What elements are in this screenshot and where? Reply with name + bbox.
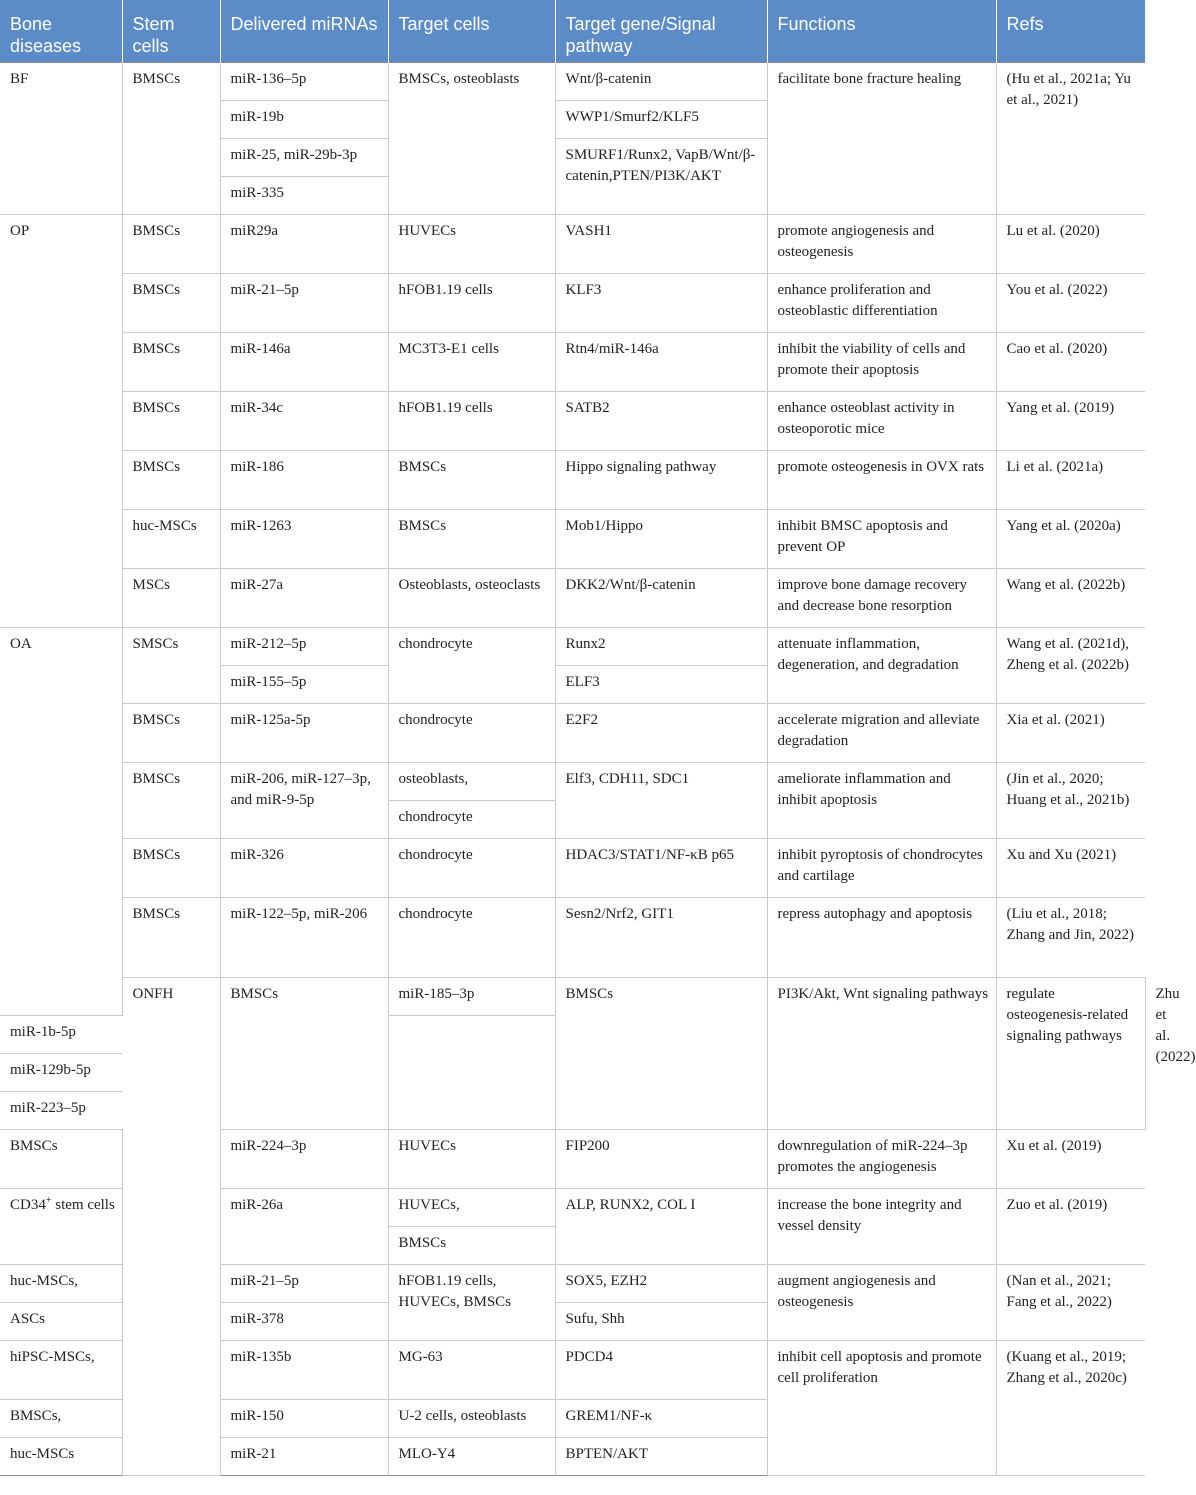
target-cells-cell: MLO-Y4 bbox=[388, 1438, 555, 1476]
stem-cell-cell: huc-MSCs bbox=[122, 510, 220, 569]
target-cells-cell: chondrocyte bbox=[388, 898, 555, 978]
target-gene-cell: SMURF1/Runx2, VapB/Wnt/β-catenin,PTEN/PI3K/AKT bbox=[555, 139, 767, 215]
target-gene-cell: Mob1/Hippo bbox=[555, 510, 767, 569]
function-cell: accelerate migration and alleviate degradation bbox=[767, 704, 996, 763]
header-bone-diseases: Bone diseases bbox=[0, 0, 122, 63]
target-cells-cell: BMSCs bbox=[388, 510, 555, 569]
stem-cell-cell: hiPSC-MSCs, bbox=[0, 1341, 122, 1400]
header-delivered-mirnas: Delivered miRNAs bbox=[220, 0, 388, 63]
target-cells-cell: osteoblasts, bbox=[388, 763, 555, 801]
mirna-cell: miR-25, miR-29b-3p bbox=[220, 139, 388, 177]
target-gene-cell: Rtn4/miR-146a bbox=[555, 333, 767, 392]
superscript-plus: + bbox=[45, 1195, 52, 1206]
refs-cell: Yang et al. (2019) bbox=[996, 392, 1145, 451]
refs-cell: Xu et al. (2019) bbox=[996, 1130, 1145, 1189]
mirna-cell: miR-326 bbox=[220, 839, 388, 898]
target-gene-cell: ELF3 bbox=[555, 666, 767, 704]
stem-cell-text: CD34 bbox=[10, 1197, 46, 1213]
mirna-cell: miR-26a bbox=[220, 1189, 388, 1265]
table-row bbox=[0, 451, 1145, 510]
target-gene-cell: Runx2 bbox=[555, 628, 767, 666]
refs-cell: You et al. (2022) bbox=[996, 274, 1145, 333]
header-target-gene: Target gene/Signal pathway bbox=[555, 0, 767, 63]
function-cell: downregulation of miR-224–3p promotes the angiogenesis bbox=[767, 1130, 996, 1189]
function-cell: promote osteogenesis in OVX rats bbox=[767, 451, 996, 510]
mirna-cell: miR-27a bbox=[220, 569, 388, 628]
table-row bbox=[0, 63, 1145, 101]
target-gene-cell: SATB2 bbox=[555, 392, 767, 451]
refs-cell: Wang et al. (2022b) bbox=[996, 569, 1145, 628]
table-row bbox=[0, 333, 1145, 392]
target-cells-cell: chondrocyte bbox=[388, 628, 555, 704]
mirna-cell: miR-150 bbox=[220, 1400, 388, 1438]
mirna-cell: miR29a bbox=[220, 215, 388, 274]
mirna-cell: miR-186 bbox=[220, 451, 388, 510]
target-cells-cell: hFOB1.19 cells bbox=[388, 274, 555, 333]
target-cells-cell: HUVECs bbox=[388, 215, 555, 274]
stem-cell-cell: huc-MSCs, bbox=[0, 1265, 122, 1303]
target-gene-cell: Wnt/β-catenin bbox=[555, 63, 767, 101]
function-cell: attenuate inflammation, degeneration, and degradation bbox=[767, 628, 996, 704]
target-cells-cell: BMSCs bbox=[555, 978, 767, 1130]
mirna-cell: miR-206, miR-127–3p, and miR-9-5p bbox=[220, 763, 388, 839]
refs-cell: Cao et al. (2020) bbox=[996, 333, 1145, 392]
mirna-cell: miR-129b-5p bbox=[0, 1054, 122, 1092]
stem-cell-cell: BMSCs bbox=[122, 215, 220, 274]
target-cells-cell: MC3T3-E1 cells bbox=[388, 333, 555, 392]
target-cells-cell: MG-63 bbox=[388, 1341, 555, 1400]
stem-cell-cell: BMSCs bbox=[122, 451, 220, 510]
table-row bbox=[0, 392, 1145, 451]
table-header-row bbox=[0, 0, 1145, 63]
disease-cell: OP bbox=[0, 215, 122, 628]
refs-cell: (Liu et al., 2018; Zhang and Jin, 2022) bbox=[996, 898, 1145, 978]
function-cell: ameliorate inflammation and inhibit apoptosis bbox=[767, 763, 996, 839]
function-cell: enhance proliferation and osteoblastic differentiation bbox=[767, 274, 996, 333]
target-gene-cell: KLF3 bbox=[555, 274, 767, 333]
stem-cell-text-rest: stem cells bbox=[51, 1197, 115, 1213]
target-gene-cell: SOX5, EZH2 bbox=[555, 1265, 767, 1303]
target-cells-cell: Osteoblasts, osteoclasts bbox=[388, 569, 555, 628]
mirna-cell: miR-212–5p bbox=[220, 628, 388, 666]
target-gene-cell: Elf3, CDH11, SDC1 bbox=[555, 763, 767, 839]
mirna-cell: miR-21 bbox=[220, 1438, 388, 1476]
refs-cell: Xu and Xu (2021) bbox=[996, 839, 1145, 898]
refs-cell: (Kuang et al., 2019; Zhang et al., 2020c) bbox=[996, 1341, 1145, 1476]
mirna-cell: miR-125a-5p bbox=[220, 704, 388, 763]
target-gene-cell: VASH1 bbox=[555, 215, 767, 274]
stem-cell-cell: BMSCs bbox=[122, 274, 220, 333]
refs-cell: Li et al. (2021a) bbox=[996, 451, 1145, 510]
table-row bbox=[0, 763, 1145, 801]
target-cells-cell: HUVECs bbox=[388, 1130, 555, 1189]
target-cells-cell: chondrocyte bbox=[388, 839, 555, 898]
target-cells-cell: BMSCs bbox=[388, 1227, 555, 1265]
stem-cell-cell: BMSCs bbox=[0, 1130, 122, 1189]
target-gene-cell: E2F2 bbox=[555, 704, 767, 763]
mirna-cell: miR-224–3p bbox=[220, 1130, 388, 1189]
target-cells-cell: BMSCs bbox=[388, 451, 555, 510]
refs-cell: Zuo et al. (2019) bbox=[996, 1189, 1145, 1265]
stem-cell-cell: BMSCs, bbox=[0, 1400, 122, 1438]
target-gene-cell: Sufu, Shh bbox=[555, 1303, 767, 1341]
mirna-cell: miR-1b-5p bbox=[0, 1016, 122, 1054]
function-cell: increase the bone integrity and vessel density bbox=[767, 1189, 996, 1265]
refs-cell: (Hu et al., 2021a; Yu et al., 2021) bbox=[996, 63, 1145, 215]
function-cell: promote angiogenesis and osteogenesis bbox=[767, 215, 996, 274]
stem-cell-cell: BMSCs bbox=[220, 978, 388, 1130]
target-gene-cell: GREM1/NF-κ bbox=[555, 1400, 767, 1438]
stem-cell-cell: BMSCs bbox=[122, 839, 220, 898]
target-gene-cell: BPTEN/AKT bbox=[555, 1438, 767, 1476]
refs-cell: Xia et al. (2021) bbox=[996, 704, 1145, 763]
target-gene-cell: FIP200 bbox=[555, 1130, 767, 1189]
function-cell: inhibit BMSC apoptosis and prevent OP bbox=[767, 510, 996, 569]
stem-cell-cell: BMSCs bbox=[122, 898, 220, 978]
stem-cell-cell: BMSCs bbox=[122, 704, 220, 763]
stem-cell-cell: BMSCs bbox=[122, 763, 220, 839]
mirna-cell: miR-135b bbox=[220, 1341, 388, 1400]
table-row bbox=[0, 274, 1145, 333]
stem-cell-cell: SMSCs bbox=[122, 628, 220, 704]
stem-cell-cell: MSCs bbox=[122, 569, 220, 628]
mirna-cell: miR-378 bbox=[220, 1303, 388, 1341]
target-gene-cell: WWP1/Smurf2/KLF5 bbox=[555, 101, 767, 139]
refs-cell: Lu et al. (2020) bbox=[996, 215, 1145, 274]
target-cells-cell: hFOB1.19 cells bbox=[388, 392, 555, 451]
mirna-cell: miR-21–5p bbox=[220, 274, 388, 333]
stem-cell-cell bbox=[0, 1189, 122, 1265]
table-row bbox=[0, 510, 1145, 569]
function-cell: inhibit cell apoptosis and promote cell proliferation bbox=[767, 1341, 996, 1476]
function-cell: enhance osteoblast activity in osteoporotic mice bbox=[767, 392, 996, 451]
table-row bbox=[0, 569, 1145, 628]
mirna-cell: miR-136–5p bbox=[220, 63, 388, 101]
disease-cell: ONFH bbox=[122, 978, 220, 1476]
mirna-cell: miR-34c bbox=[220, 392, 388, 451]
mirna-cell: miR-185–3p bbox=[388, 978, 555, 1016]
table-row bbox=[0, 628, 1145, 666]
table-row bbox=[0, 704, 1145, 763]
stem-cell-cell: huc-MSCs bbox=[0, 1438, 122, 1476]
mirna-cell: miR-122–5p, miR-206 bbox=[220, 898, 388, 978]
stem-cell-cell: BMSCs bbox=[122, 333, 220, 392]
function-cell: repress autophagy and apoptosis bbox=[767, 898, 996, 978]
target-gene-cell: PI3K/Akt, Wnt signaling pathways bbox=[767, 978, 996, 1130]
stem-cell-cell: ASCs bbox=[0, 1303, 122, 1341]
function-cell: inhibit pyroptosis of chondrocytes and cartilage bbox=[767, 839, 996, 898]
refs-cell: Yang et al. (2020a) bbox=[996, 510, 1145, 569]
target-gene-cell: ALP, RUNX2, COL I bbox=[555, 1189, 767, 1265]
mirna-cell: miR-1263 bbox=[220, 510, 388, 569]
header-target-cells: Target cells bbox=[388, 0, 555, 63]
target-cells-cell: HUVECs, bbox=[388, 1189, 555, 1227]
function-cell: facilitate bone fracture healing bbox=[767, 63, 996, 215]
disease-cell: OA bbox=[0, 628, 122, 1016]
function-cell: regulate osteogenesis-related signaling pathways bbox=[996, 978, 1145, 1130]
mirna-cell: miR-146a bbox=[220, 333, 388, 392]
target-gene-cell: PDCD4 bbox=[555, 1341, 767, 1400]
refs-cell: (Jin et al., 2020; Huang et al., 2021b) bbox=[996, 763, 1145, 839]
refs-cell: Wang et al. (2021d), Zheng et al. (2022b) bbox=[996, 628, 1145, 704]
function-cell: augment angiogenesis and osteogenesis bbox=[767, 1265, 996, 1341]
stem-cell-cell: BMSCs bbox=[122, 63, 220, 215]
stem-cell-cell: BMSCs bbox=[122, 392, 220, 451]
target-cells-cell: U-2 cells, osteoblasts bbox=[388, 1400, 555, 1438]
table-row bbox=[0, 898, 1145, 978]
header-refs: Refs bbox=[996, 0, 1145, 63]
target-gene-cell: HDAC3/STAT1/NF-κB p65 bbox=[555, 839, 767, 898]
mirna-cell: miR-155–5p bbox=[220, 666, 388, 704]
mirna-cell: miR-19b bbox=[220, 101, 388, 139]
table-row: ONFH BMSCs miR-185–3p BMSCs PI3K/Akt, Wnt signaling pathways regulate osteogenesis-related signaling pathways Zhu et al. (2022) bbox=[0, 978, 1145, 1016]
header-functions: Functions bbox=[767, 0, 996, 63]
target-gene-cell: Hippo signaling pathway bbox=[555, 451, 767, 510]
table-row bbox=[0, 839, 1145, 898]
header-stem-cells: Stem cells bbox=[122, 0, 220, 63]
target-gene-cell: Sesn2/Nrf2, GIT1 bbox=[555, 898, 767, 978]
target-cells-cell: hFOB1.19 cells, HUVECs, BMSCs bbox=[388, 1265, 555, 1341]
target-gene-cell: DKK2/Wnt/β-catenin bbox=[555, 569, 767, 628]
mirna-cell: miR-21–5p bbox=[220, 1265, 388, 1303]
target-cells-cell: chondrocyte bbox=[388, 704, 555, 763]
function-cell: improve bone damage recovery and decrease bone resorption bbox=[767, 569, 996, 628]
target-cells-cell: chondrocyte bbox=[388, 801, 555, 839]
target-cells-cell: BMSCs, osteoblasts bbox=[388, 63, 555, 215]
function-cell: inhibit the viability of cells and promote their apoptosis bbox=[767, 333, 996, 392]
mirna-cell: miR-335 bbox=[220, 177, 388, 215]
disease-cell: BF bbox=[0, 63, 122, 215]
table-row bbox=[0, 215, 1145, 274]
refs-cell: (Nan et al., 2021; Fang et al., 2022) bbox=[996, 1265, 1145, 1341]
mirna-cell: miR-223–5p bbox=[0, 1092, 122, 1130]
